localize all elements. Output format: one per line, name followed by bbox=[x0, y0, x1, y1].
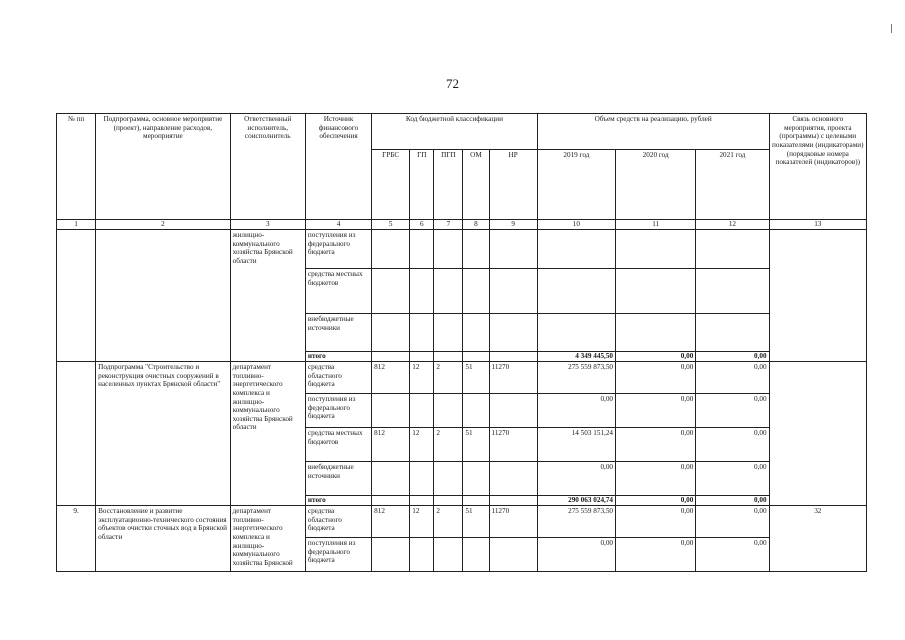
y2019-cell: 0,00 bbox=[537, 394, 615, 428]
gp-cell bbox=[410, 538, 434, 572]
header-2019: 2019 год bbox=[537, 150, 615, 220]
om-cell bbox=[463, 496, 489, 506]
y2019-cell bbox=[537, 269, 615, 314]
gp-cell bbox=[410, 230, 434, 269]
column-number-cell: 9 bbox=[489, 220, 537, 230]
y2020-cell bbox=[616, 269, 696, 314]
source-cell: поступления из федерального бюджета bbox=[305, 394, 371, 428]
table-row bbox=[57, 506, 867, 538]
table-row bbox=[57, 362, 867, 394]
grbs-cell bbox=[372, 394, 410, 428]
pgp-cell bbox=[434, 496, 463, 506]
grbs-cell: 812 bbox=[372, 506, 410, 538]
grbs-cell bbox=[372, 538, 410, 572]
source-cell: средства областного бюджета bbox=[305, 506, 371, 538]
y2020-cell: 0,00 bbox=[616, 428, 696, 462]
executor-cell: департамент топливно-энергетического комплекса и жилищно-коммунального хозяйства Брянской области bbox=[230, 362, 305, 506]
table-row bbox=[57, 230, 867, 269]
nr-cell bbox=[489, 230, 537, 269]
pgp-cell: 2 bbox=[434, 362, 463, 394]
om-cell bbox=[463, 538, 489, 572]
header-volume: Объем средств на реализацию, рублей bbox=[537, 114, 769, 150]
y2021-cell: 0,00 bbox=[696, 428, 769, 462]
y2021-cell: 0,00 bbox=[696, 362, 769, 394]
source-cell: средства местных бюджетов bbox=[305, 269, 371, 314]
y2019-cell bbox=[537, 230, 615, 269]
grbs-cell bbox=[372, 269, 410, 314]
header-subprogram: Подпрограмма, основное мероприятие (проект), направление расходов, мероприятие bbox=[96, 114, 230, 220]
subprogram-cell: Восстановление и развитие эксплуатационно-технического состояния объектов очистки сточных вод в Брянской области bbox=[96, 506, 230, 572]
om-cell bbox=[463, 314, 489, 352]
om-cell bbox=[463, 269, 489, 314]
executor-cell: департамент топливно-энергетического комплекса и жилищно-коммунального хозяйства Брянской bbox=[230, 506, 305, 572]
y2020-cell: 0,00 bbox=[616, 506, 696, 538]
column-number-cell: 7 bbox=[434, 220, 463, 230]
y2020-cell bbox=[616, 314, 696, 352]
executor-cell: жилищно-коммунального хозяйства Брянской области bbox=[230, 230, 305, 362]
y2020-cell: 0,00 bbox=[616, 496, 696, 506]
column-number-cell: 4 bbox=[305, 220, 371, 230]
source-cell: внебюджетные источники bbox=[305, 462, 371, 496]
nr-cell: 11270 bbox=[489, 506, 537, 538]
nr-cell bbox=[489, 496, 537, 506]
header-om: ОМ bbox=[463, 150, 489, 220]
grbs-cell bbox=[372, 496, 410, 506]
y2020-cell: 0,00 bbox=[616, 538, 696, 572]
om-cell bbox=[463, 462, 489, 496]
grbs-cell bbox=[372, 352, 410, 362]
indicator-link-cell bbox=[769, 362, 866, 506]
header-pgp: ПГП bbox=[434, 150, 463, 220]
y2021-cell: 0,00 bbox=[696, 394, 769, 428]
column-number-cell: 1 bbox=[57, 220, 96, 230]
scan-edge-mark bbox=[891, 24, 892, 33]
y2021-cell bbox=[696, 269, 769, 314]
pgp-cell bbox=[434, 269, 463, 314]
y2021-cell: 0,00 bbox=[696, 352, 769, 362]
nr-cell bbox=[489, 394, 537, 428]
nr-cell: 11270 bbox=[489, 362, 537, 394]
om-cell bbox=[463, 230, 489, 269]
column-number-cell: 8 bbox=[463, 220, 489, 230]
gp-cell bbox=[410, 352, 434, 362]
source-cell: средства местных бюджетов bbox=[305, 428, 371, 462]
pgp-cell bbox=[434, 462, 463, 496]
header-num: № пп bbox=[57, 114, 96, 220]
y2021-cell: 0,00 bbox=[696, 496, 769, 506]
y2019-cell: 4 349 445,50 bbox=[537, 352, 615, 362]
column-number-cell: 13 bbox=[769, 220, 866, 230]
column-number-cell: 3 bbox=[230, 220, 305, 230]
column-number-cell: 10 bbox=[537, 220, 615, 230]
y2019-cell: 275 559 873,50 bbox=[537, 506, 615, 538]
indicator-link-cell: 32 bbox=[769, 506, 866, 572]
source-cell: поступления из федерального бюджета bbox=[305, 230, 371, 269]
nr-cell bbox=[489, 314, 537, 352]
y2021-cell: 0,00 bbox=[696, 506, 769, 538]
source-cell: внебюджетные источники bbox=[305, 314, 371, 352]
y2019-cell: 0,00 bbox=[537, 538, 615, 572]
pgp-cell bbox=[434, 538, 463, 572]
y2019-cell: 0,00 bbox=[537, 462, 615, 496]
row-number-cell bbox=[57, 362, 96, 506]
grbs-cell: 812 bbox=[372, 362, 410, 394]
y2019-cell: 275 559 873,50 bbox=[537, 362, 615, 394]
nr-cell bbox=[489, 538, 537, 572]
header-link: Связь основного мероприятия, проекта (программы) с целевыми показателями (индикаторами) (порядковые номера показателей (индикаторов)) bbox=[769, 114, 866, 220]
budget-table bbox=[56, 113, 867, 572]
grbs-cell bbox=[372, 314, 410, 352]
source-cell: итого bbox=[305, 352, 371, 362]
source-cell: поступления из федерального бюджета bbox=[305, 538, 371, 572]
column-number-cell: 12 bbox=[696, 220, 769, 230]
row-number-cell bbox=[57, 230, 96, 362]
indicator-link-cell bbox=[769, 230, 866, 362]
gp-cell bbox=[410, 314, 434, 352]
gp-cell bbox=[410, 462, 434, 496]
y2021-cell bbox=[696, 230, 769, 269]
header-grbs: ГРБС bbox=[372, 150, 410, 220]
y2020-cell: 0,00 bbox=[616, 462, 696, 496]
om-cell: 51 bbox=[463, 362, 489, 394]
header-2021: 2021 год bbox=[696, 150, 769, 220]
nr-cell: 11270 bbox=[489, 428, 537, 462]
column-number-cell: 2 bbox=[96, 220, 230, 230]
grbs-cell: 812 bbox=[372, 428, 410, 462]
gp-cell bbox=[410, 269, 434, 314]
y2019-cell bbox=[537, 314, 615, 352]
page-number: 72 bbox=[446, 76, 459, 91]
y2020-cell: 0,00 bbox=[616, 394, 696, 428]
pgp-cell bbox=[434, 314, 463, 352]
nr-cell bbox=[489, 269, 537, 314]
om-cell bbox=[463, 394, 489, 428]
subprogram-cell: Подпрограмма "Строительство и реконструкция очистных сооружений в населенных пунктах Брянской области" bbox=[96, 362, 230, 506]
header-nr: НР bbox=[489, 150, 537, 220]
gp-cell bbox=[410, 496, 434, 506]
column-number-cell: 6 bbox=[410, 220, 434, 230]
column-number-cell: 5 bbox=[372, 220, 410, 230]
header-executor: Ответственный исполнитель, соисполнитель bbox=[230, 114, 305, 220]
gp-cell: 12 bbox=[410, 506, 434, 538]
om-cell bbox=[463, 352, 489, 362]
header-source: Источник финансового обеспечения bbox=[305, 114, 371, 220]
pgp-cell bbox=[434, 352, 463, 362]
source-cell: итого bbox=[305, 496, 371, 506]
y2019-cell: 290 063 024,74 bbox=[537, 496, 615, 506]
header-gp: ГП bbox=[410, 150, 434, 220]
y2019-cell: 14 503 151,24 bbox=[537, 428, 615, 462]
y2021-cell: 0,00 bbox=[696, 462, 769, 496]
pgp-cell: 2 bbox=[434, 428, 463, 462]
column-number-cell: 11 bbox=[616, 220, 696, 230]
nr-cell bbox=[489, 462, 537, 496]
y2021-cell: 0,00 bbox=[696, 538, 769, 572]
header-budget-code: Код бюджетной классификации bbox=[372, 114, 538, 150]
y2020-cell: 0,00 bbox=[616, 362, 696, 394]
gp-cell bbox=[410, 394, 434, 428]
y2020-cell bbox=[616, 230, 696, 269]
grbs-cell bbox=[372, 230, 410, 269]
pgp-cell bbox=[434, 394, 463, 428]
om-cell: 51 bbox=[463, 428, 489, 462]
nr-cell bbox=[489, 352, 537, 362]
gp-cell: 12 bbox=[410, 428, 434, 462]
header-2020: 2020 год bbox=[616, 150, 696, 220]
source-cell: средства областного бюджета bbox=[305, 362, 371, 394]
y2020-cell: 0,00 bbox=[616, 352, 696, 362]
grbs-cell bbox=[372, 462, 410, 496]
om-cell: 51 bbox=[463, 506, 489, 538]
row-number-cell: 9. bbox=[57, 506, 96, 572]
gp-cell: 12 bbox=[410, 362, 434, 394]
subprogram-cell bbox=[96, 230, 230, 362]
pgp-cell: 2 bbox=[434, 506, 463, 538]
pgp-cell bbox=[434, 230, 463, 269]
column-numbers-row bbox=[57, 220, 867, 230]
y2021-cell bbox=[696, 314, 769, 352]
